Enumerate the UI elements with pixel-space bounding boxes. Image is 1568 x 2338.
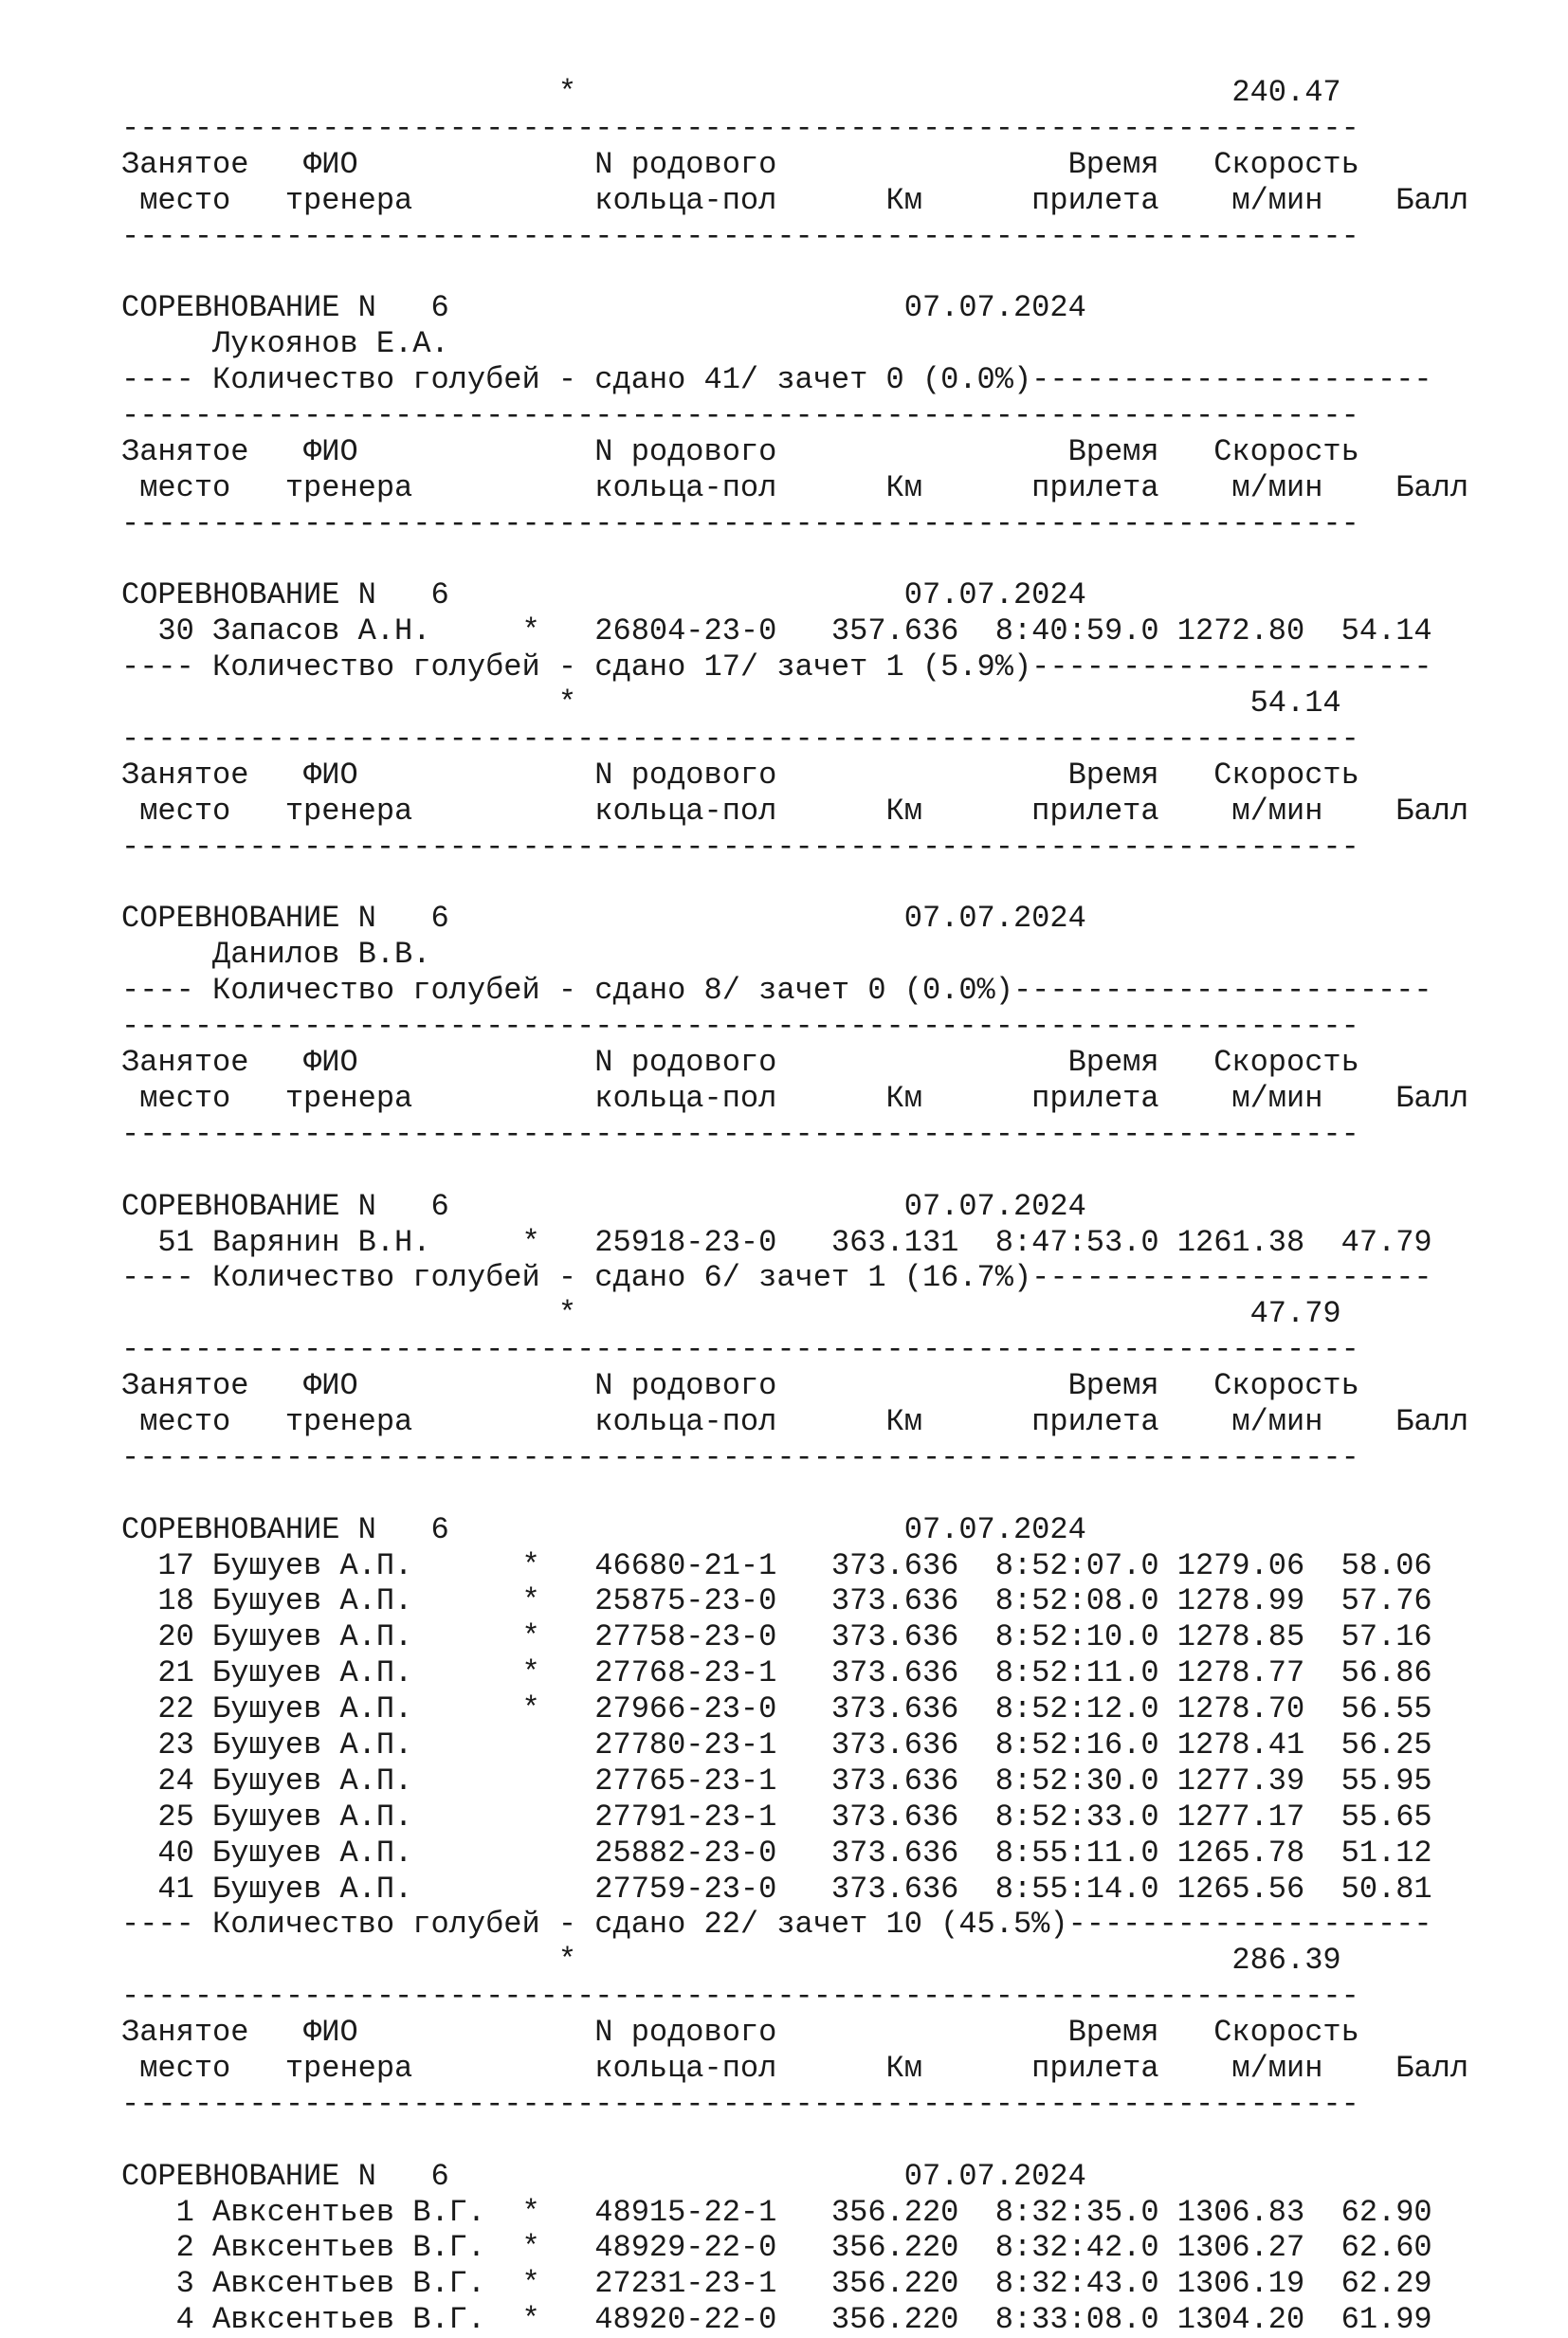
report-line: -------------------------------------------------------------------- — [121, 829, 1359, 865]
report-line — [121, 866, 1568, 902]
report-line: * 47.79 — [121, 1296, 1341, 1332]
report-line — [121, 2123, 1568, 2159]
report-line: ---- Количество голубей - сдано 41/ зачет 0 (0.0%)---------------------- — [121, 362, 1432, 398]
report-line: СОРЕВНОВАНИЕ N 6 07.07.2024 — [121, 290, 1086, 326]
report-line: -------------------------------------------------------------------- — [121, 2086, 1359, 2122]
report-line: ---- Количество голубей - сдано 6/ зачет 1 (16.7%)---------------------- — [121, 1260, 1432, 1296]
report-line: 18 Бушуев А.П. * 25875-23-0 373.636 8:52:08.0 1278.99 57.76 — [121, 1583, 1432, 1619]
report-line — [121, 254, 1568, 290]
report-line: -------------------------------------------------------------------- — [121, 721, 1359, 758]
report-line: 41 Бушуев А.П. 27759-23-0 373.636 8:55:14.0 1265.56 50.81 — [121, 1871, 1432, 1907]
report-line: 21 Бушуев А.П. * 27768-23-1 373.636 8:52:11.0 1278.77 56.86 — [121, 1655, 1432, 1691]
report-line: СОРЕВНОВАНИЕ N 6 07.07.2024 — [121, 2158, 1086, 2194]
report-line: Данилов В.В. — [121, 937, 431, 973]
report-line: ---- Количество голубей - сдано 8/ зачет 0 (0.0%)----------------------- — [121, 973, 1432, 1009]
report-line: 3 Авксентьев В.Г. * 27231-23-1 356.220 8:32:43.0 1306.19 62.29 — [121, 2266, 1432, 2302]
report-line: 40 Бушуев А.П. 25882-23-0 373.636 8:55:11.0 1265.78 51.12 — [121, 1835, 1432, 1871]
report-line: -------------------------------------------------------------------- — [121, 1439, 1359, 1475]
report-line: * 286.39 — [121, 1943, 1341, 1979]
report-line: 1 Авксентьев В.Г. * 48915-22-1 356.220 8:32:35.0 1306.83 62.90 — [121, 2194, 1432, 2230]
report-line: место тренера кольца-пол Км прилета м/мин Балл — [121, 793, 1469, 829]
report-line: -------------------------------------------------------------------- — [121, 218, 1359, 254]
report-line: 25 Бушуев А.П. 27791-23-1 373.636 8:52:33.0 1277.17 55.65 — [121, 1799, 1432, 1835]
report-line: ---- Количество голубей - сдано 22/ зачет 10 (45.5%)-------------------- — [121, 1907, 1432, 1943]
report-line: место тренера кольца-пол Км прилета м/мин Балл — [121, 1403, 1469, 1439]
report-line: Занятое ФИО N родового Время Скорость — [121, 1368, 1359, 1404]
report-line: Занятое ФИО N родового Время Скорость — [121, 146, 1359, 182]
report-line — [121, 1153, 1568, 1189]
report-line: место тренера кольца-пол Км прилета м/мин Балл — [121, 469, 1469, 505]
report-line: СОРЕВНОВАНИЕ N 6 07.07.2024 — [121, 901, 1086, 937]
report-line: Занятое ФИО N родового Время Скорость — [121, 2015, 1359, 2051]
report-line: Занятое ФИО N родового Время Скорость — [121, 433, 1359, 469]
report-line: * 240.47 — [121, 75, 1341, 110]
report-line: 17 Бушуев А.П. * 46680-21-1 373.636 8:52:07.0 1279.06 58.06 — [121, 1547, 1432, 1583]
report-line: -------------------------------------------------------------------- — [121, 505, 1359, 541]
report-line: Занятое ФИО N родового Время Скорость — [121, 1045, 1359, 1081]
report-line: 30 Запасов А.Н. * 26804-23-0 357.636 8:40:59.0 1272.80 54.14 — [121, 613, 1432, 649]
report-line: Занятое ФИО N родового Время Скорость — [121, 757, 1359, 793]
report-line: ---- Количество голубей - сдано 17/ зачет 1 (5.9%)---------------------- — [121, 649, 1432, 685]
report-line: 51 Варянин В.Н. * 25918-23-0 363.131 8:47:53.0 1261.38 47.79 — [121, 1224, 1432, 1260]
report-line — [121, 542, 1568, 578]
report-line: -------------------------------------------------------------------- — [121, 110, 1359, 146]
report-line: -------------------------------------------------------------------- — [121, 1009, 1359, 1045]
report-line: СОРЕВНОВАНИЕ N 6 07.07.2024 — [121, 577, 1086, 613]
report-line: СОРЕВНОВАНИЕ N 6 07.07.2024 — [121, 1188, 1086, 1224]
report-line: место тренера кольца-пол Км прилета м/мин Балл — [121, 1080, 1469, 1116]
report-line: СОРЕВНОВАНИЕ N 6 07.07.2024 — [121, 1511, 1086, 1547]
report-line: -------------------------------------------------------------------- — [121, 1332, 1359, 1368]
report-line: 2 Авксентьев В.Г. * 48929-22-0 356.220 8:32:42.0 1306.27 62.60 — [121, 2230, 1432, 2266]
report-line: 4 Авксентьев В.Г. * 48920-22-0 356.220 8:33:08.0 1304.20 61.99 — [121, 2302, 1432, 2338]
report-line — [121, 1476, 1568, 1512]
report-line: -------------------------------------------------------------------- — [121, 1979, 1359, 2015]
report-line: место тренера кольца-пол Км прилета м/мин Балл — [121, 2050, 1469, 2086]
report-line: 24 Бушуев А.П. 27765-23-1 373.636 8:52:30.0 1277.39 55.95 — [121, 1763, 1432, 1799]
report-line: 23 Бушуев А.П. 27780-23-1 373.636 8:52:16.0 1278.41 56.25 — [121, 1726, 1432, 1763]
report-line: -------------------------------------------------------------------- — [121, 398, 1359, 434]
report-line: 20 Бушуев А.П. * 27758-23-0 373.636 8:52:10.0 1278.85 57.16 — [121, 1619, 1432, 1655]
report-line: место тренера кольца-пол Км прилета м/мин Балл — [121, 182, 1469, 218]
report-line: Лукоянов Е.А. — [121, 326, 449, 362]
report-line: * 54.14 — [121, 685, 1341, 721]
report-line: -------------------------------------------------------------------- — [121, 1116, 1359, 1152]
report-line: 22 Бушуев А.П. * 27966-23-0 373.636 8:52:12.0 1278.70 56.55 — [121, 1691, 1432, 1727]
